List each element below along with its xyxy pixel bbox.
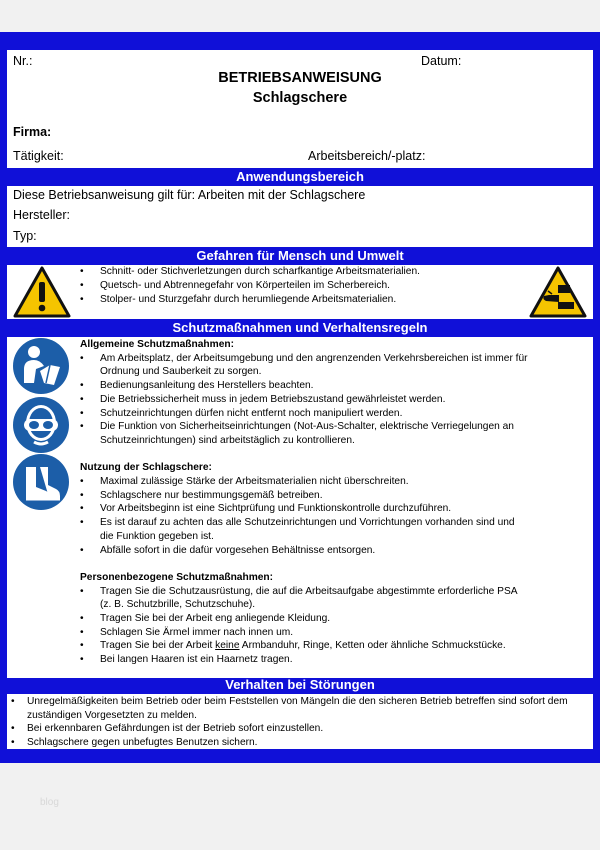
list-item: • Die Funktion von Sicherheitseinrichtungen (Not-Aus-Schalter, elektrische Verriegelungen an Schutzeinrichtungen) sind arbeitstäglich zu kontrollieren. xyxy=(80,420,530,447)
arbeitsbereich-label: Arbeitsbereich/-platz: xyxy=(308,149,426,163)
list-item xyxy=(80,639,530,653)
typ-label: Typ: xyxy=(13,229,37,243)
list-item: • Maximal zulässige Stärke der Arbeitsmaterialien nicht überschreiten. xyxy=(80,475,530,489)
jewelry-rule-pre: Tragen Sie bei der Arbeit xyxy=(100,640,216,652)
list-item: • Schlagen Sie Ärmel immer nach innen um. xyxy=(80,626,530,640)
list-item: • Bei langen Haaren ist ein Haarnetz tragen. xyxy=(80,653,530,667)
schutzmassnahmen-panel xyxy=(7,337,593,678)
gefahren-panel xyxy=(7,265,593,319)
hand-crush-warning-icon xyxy=(528,265,588,319)
list-item: • Schlagschere nur bestimmungsgemäß betreiben. xyxy=(80,489,530,503)
list-item: • Bei erkennbaren Gefährdungen ist der Betrieb sofort einzustellen. xyxy=(11,722,589,736)
list-item: • Bedienungsanleitung des Herstellers beachten. xyxy=(80,379,530,393)
header-panel xyxy=(7,50,593,168)
anwendungsbereich-panel xyxy=(7,186,593,247)
general-measures-list xyxy=(80,352,530,448)
datum-label: Datum: xyxy=(421,54,462,68)
list-item: • Stolper- und Sturzgefahr durch herumliegende Arbeitsmaterialien. xyxy=(80,293,510,307)
section-title-usage: Nutzung der Schlagschere: xyxy=(80,462,212,474)
list-item: • Am Arbeitsplatz, der Arbeitsumgebung und den angrenzenden Verkehrsbereichen ist immer für Ordnung und Sauberkeit zu sorgen. xyxy=(80,352,530,379)
list-item: • Schnitt- oder Stichverletzungen durch scharfkantige Arbeitsmaterialien. xyxy=(80,265,510,279)
list-item: • Schutzeinrichtungen dürfen nicht entfernt noch manipuliert werden. xyxy=(80,407,530,421)
nr-label: Nr.: xyxy=(13,54,33,68)
gefahren-heading: Gefahren für Mensch und Umwelt xyxy=(196,248,404,263)
watermark: blog xyxy=(40,797,59,808)
section-title-personal: Personenbezogene Schutzmaßnahmen: xyxy=(80,571,274,583)
warning-triangle-icon xyxy=(12,265,72,319)
jewelry-rule-emphasis: keine xyxy=(215,640,240,652)
safety-boots-icon xyxy=(12,453,70,511)
list-item: • Schlagschere gegen unbefugtes Benutzen sichern. xyxy=(11,736,589,750)
section-title-general: Allgemeine Schutzmaßnahmen: xyxy=(80,339,234,350)
page-title: BETRIEBSANWEISUNG xyxy=(218,70,382,86)
stoerungen-panel xyxy=(7,694,593,749)
list-item: • Quetsch- und Abtrennegefahr von Körperteilen im Scherbereich. xyxy=(80,279,510,293)
firma-label: Firma: xyxy=(13,125,52,139)
list-item: • Die Betriebssicherheit muss in jedem Betriebszustand gewährleistet werden. xyxy=(80,393,530,407)
anwendungsbereich-heading: Anwendungsbereich xyxy=(236,169,364,184)
list-item: • Es ist darauf zu achten das alle Schutzeinrichtungen und Vorrichtungen vorhanden sind und die Funktion gegeben ist. xyxy=(80,516,530,543)
read-manual-icon xyxy=(12,337,70,395)
hazard-list xyxy=(80,265,510,307)
taetigkeit-label: Tätigkeit: xyxy=(13,149,64,163)
stoerungen-heading: Verhalten bei Störungen xyxy=(225,677,375,692)
usage-list xyxy=(80,475,530,557)
list-item: • Unregelmäßigkeiten beim Betrieb oder beim Feststellen von Mängeln die den sicheren Betrieb betreffen sind sofort dem zuständigen Vorgesetzten zu melden. xyxy=(11,695,589,722)
scope-text: Diese Betriebsanweisung gilt für: Arbeiten mit der Schlagschere xyxy=(13,188,366,202)
list-item: • Tragen Sie bei der Arbeit eng anliegende Kleidung. xyxy=(80,612,530,626)
personal-measures-list xyxy=(80,585,530,667)
list-item: • Vor Arbeitsbeginn ist eine Sichtprüfung und Funktionskontrolle durchzuführen. xyxy=(80,502,530,516)
jewelry-rule-post: Armbanduhr, Ringe, Ketten oder ähnliche Schmuckstücke. xyxy=(239,640,506,652)
page-subtitle: Schlagschere xyxy=(252,90,348,106)
hersteller-label: Hersteller: xyxy=(13,208,70,222)
safety-goggles-icon xyxy=(12,396,70,454)
list-item: • Abfälle sofort in die dafür vorgesehen Behältnisse entsorgen. xyxy=(80,544,530,558)
malfunction-list xyxy=(11,695,589,749)
operating-instruction-sheet xyxy=(0,32,600,763)
schutzmassnahmen-heading: Schutzmaßnahmen und Verhaltensregeln xyxy=(172,320,428,335)
list-item: • Tragen Sie die Schutzausrüstung, die auf die Arbeitsaufgabe abgestimmte erforderliche PSA (z. B. Schutzbrille, Schutzschuhe). xyxy=(80,585,530,612)
